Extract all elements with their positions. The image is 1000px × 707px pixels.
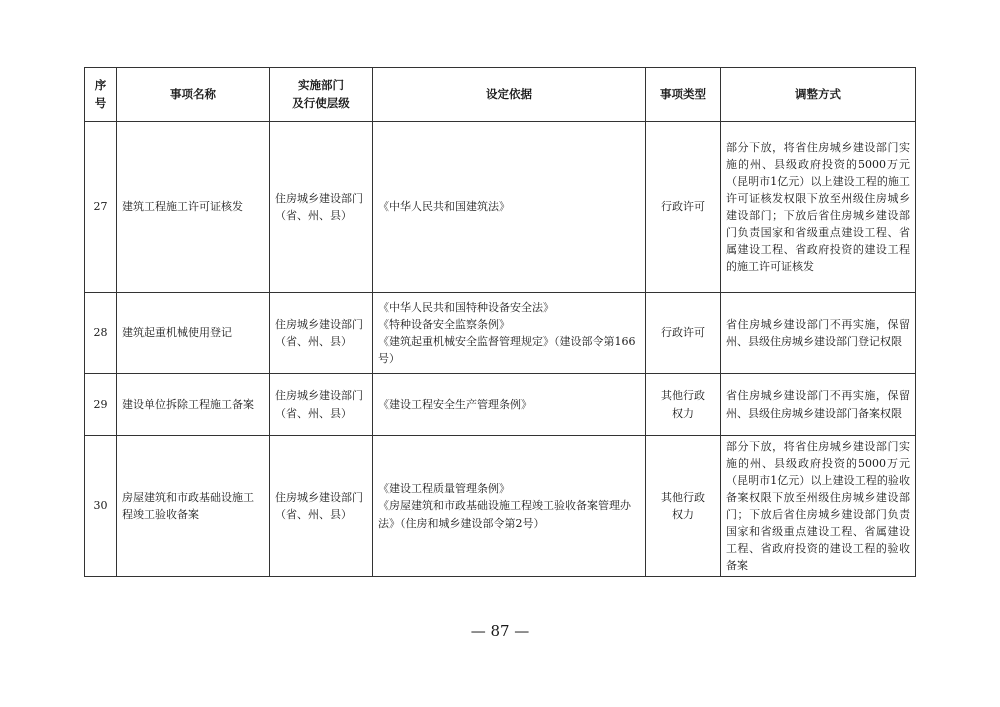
row-adjustment: 省住房城乡建设部门不再实施，保留州、县级住房城乡建设部门登记权限 bbox=[721, 293, 916, 374]
table-row bbox=[85, 374, 916, 436]
header-item-name: 事项名称 bbox=[117, 68, 270, 122]
row-item-type: 行政许可 bbox=[646, 293, 721, 374]
row-item-type: 行政许可 bbox=[646, 122, 721, 293]
header-seq: 序 号 bbox=[85, 68, 117, 122]
row-item-name: 建筑起重机械使用登记 bbox=[117, 293, 270, 374]
item-adjustment-table bbox=[84, 67, 916, 577]
header-legal-basis: 设定依据 bbox=[373, 68, 646, 122]
row-item-name: 建设单位拆除工程施工备案 bbox=[117, 374, 270, 436]
row-adjustment: 部分下放，将省住房城乡建设部门实施的州、县级政府投资的5000万元（昆明市1亿元）以上建设工程的验收备案权限下放至州级住房城乡建设部门；下放后省住房城乡建设部门负责国家和省级重点建设工程、省属建设工程、省政府投资的建设工程的验收备案 bbox=[721, 436, 916, 577]
row-item-name: 建筑工程施工许可证核发 bbox=[117, 122, 270, 293]
row-legal-basis: 《建设工程质量管理条例》 《房屋建筑和市政基础设施工程竣工验收备案管理办法》（住房和城乡建设部令第2号） bbox=[373, 436, 646, 577]
row-adjustment: 省住房城乡建设部门不再实施，保留州、县级住房城乡建设部门备案权限 bbox=[721, 374, 916, 436]
row-item-name: 房屋建筑和市政基础设施工程竣工验收备案 bbox=[117, 436, 270, 577]
row-adjustment: 部分下放，将省住房城乡建设部门实施的州、县级政府投资的5000万元（昆明市1亿元）以上建设工程的施工许可证核发权限下放至州级住房城乡建设部门；下放后省住房城乡建设部门负责国家和省级重点建设工程、省属建设工程、省政府投资的建设工程的施工许可证核发 bbox=[721, 122, 916, 293]
row-department: 住房城乡建设部门（省、州、县） bbox=[270, 122, 373, 293]
row-seq: 30 bbox=[85, 436, 117, 577]
page-number: — 87 — bbox=[470, 622, 530, 640]
header-department: 实施部门 及行使层级 bbox=[270, 68, 373, 122]
row-legal-basis: 《中华人民共和国特种设备安全法》 《特种设备安全监察条例》 《建筑起重机械安全监督管理规定》（建设部令第166号） bbox=[373, 293, 646, 374]
table-header-row bbox=[85, 68, 916, 122]
row-legal-basis: 《建设工程安全生产管理条例》 bbox=[373, 374, 646, 436]
row-seq: 28 bbox=[85, 293, 117, 374]
row-department: 住房城乡建设部门（省、州、县） bbox=[270, 436, 373, 577]
table-row bbox=[85, 293, 916, 374]
row-seq: 29 bbox=[85, 374, 117, 436]
row-legal-basis: 《中华人民共和国建筑法》 bbox=[373, 122, 646, 293]
row-department: 住房城乡建设部门（省、州、县） bbox=[270, 293, 373, 374]
row-seq: 27 bbox=[85, 122, 117, 293]
row-item-type: 其他行政 权力 bbox=[646, 436, 721, 577]
row-item-type: 其他行政 权力 bbox=[646, 374, 721, 436]
header-adjustment: 调整方式 bbox=[721, 68, 916, 122]
table-row bbox=[85, 122, 916, 293]
table-row bbox=[85, 436, 916, 577]
header-item-type: 事项类型 bbox=[646, 68, 721, 122]
row-department: 住房城乡建设部门（省、州、县） bbox=[270, 374, 373, 436]
